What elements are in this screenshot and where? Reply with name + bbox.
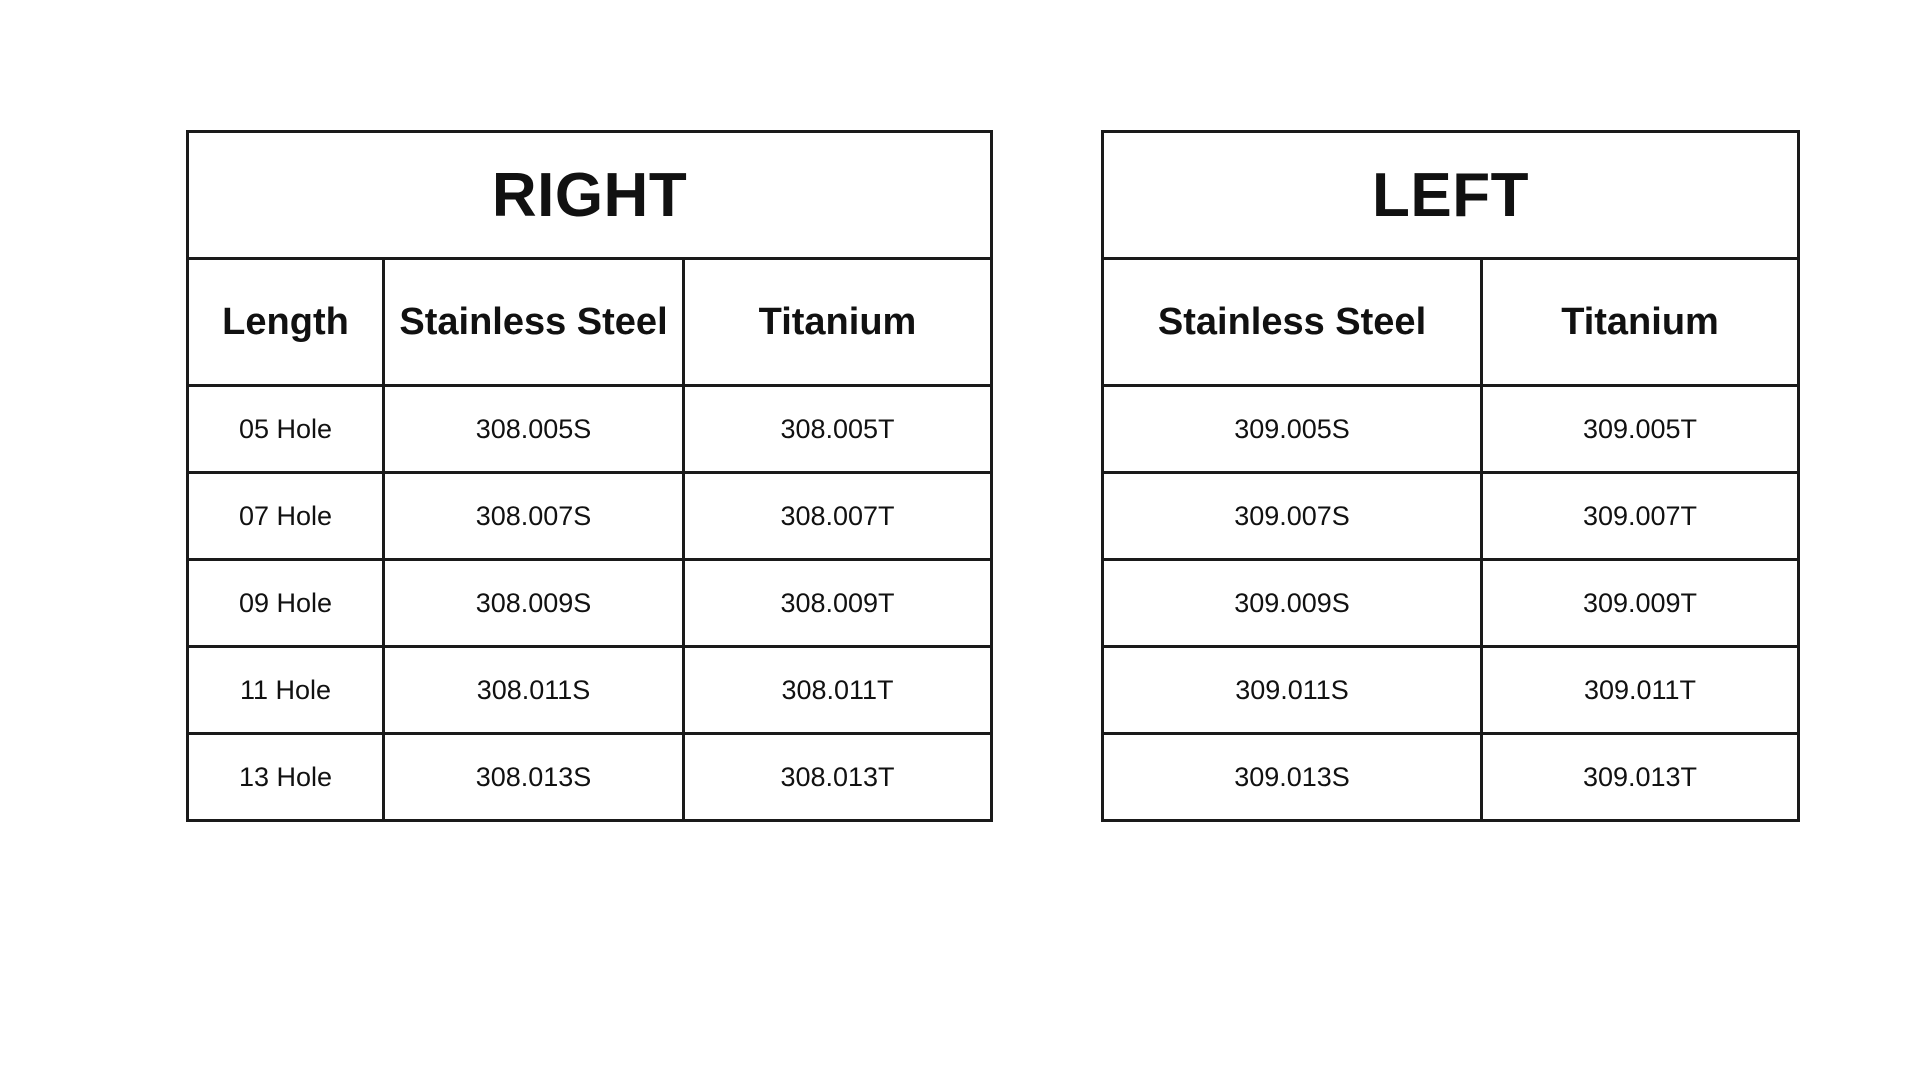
titanium-part-number: 308.005T — [684, 386, 992, 473]
stainless-steel-part-number: 308.009S — [384, 560, 684, 647]
stainless-steel-part-number: 309.007S — [1103, 473, 1482, 560]
titanium-part-number: 308.011T — [684, 647, 992, 734]
column-header-titanium: Titanium — [1482, 259, 1799, 386]
titanium-part-number: 309.007T — [1482, 473, 1799, 560]
table-row — [1103, 647, 1799, 734]
table-row — [188, 473, 992, 560]
right-part-table — [186, 130, 993, 822]
table-row — [1103, 560, 1799, 647]
stainless-steel-part-number: 309.009S — [1103, 560, 1482, 647]
stainless-steel-part-number: 308.005S — [384, 386, 684, 473]
length-cell: 13 Hole — [188, 734, 384, 821]
column-header-length: Length — [188, 259, 384, 386]
table-header-row — [188, 259, 992, 386]
length-cell: 07 Hole — [188, 473, 384, 560]
table-row — [188, 386, 992, 473]
table-title-row — [1103, 132, 1799, 259]
table-row — [188, 734, 992, 821]
length-cell: 05 Hole — [188, 386, 384, 473]
table-row — [1103, 386, 1799, 473]
table-title: RIGHT — [188, 132, 992, 259]
stainless-steel-part-number: 308.011S — [384, 647, 684, 734]
table-title: LEFT — [1103, 132, 1799, 259]
stainless-steel-part-number: 308.007S — [384, 473, 684, 560]
table-header-row — [1103, 259, 1799, 386]
table-row — [188, 647, 992, 734]
table-row — [1103, 734, 1799, 821]
column-header-stainless-steel: Stainless Steel — [1103, 259, 1482, 386]
left-part-table — [1101, 130, 1800, 822]
column-header-stainless-steel: Stainless Steel — [384, 259, 684, 386]
titanium-part-number: 309.005T — [1482, 386, 1799, 473]
stainless-steel-part-number: 309.005S — [1103, 386, 1482, 473]
table-title-row — [188, 132, 992, 259]
stainless-steel-part-number: 309.011S — [1103, 647, 1482, 734]
table-row — [188, 560, 992, 647]
titanium-part-number: 308.013T — [684, 734, 992, 821]
titanium-part-number: 308.009T — [684, 560, 992, 647]
column-header-titanium: Titanium — [684, 259, 992, 386]
stainless-steel-part-number: 309.013S — [1103, 734, 1482, 821]
length-cell: 09 Hole — [188, 560, 384, 647]
titanium-part-number: 309.013T — [1482, 734, 1799, 821]
titanium-part-number: 309.009T — [1482, 560, 1799, 647]
stainless-steel-part-number: 308.013S — [384, 734, 684, 821]
length-cell: 11 Hole — [188, 647, 384, 734]
table-row — [1103, 473, 1799, 560]
titanium-part-number: 308.007T — [684, 473, 992, 560]
titanium-part-number: 309.011T — [1482, 647, 1799, 734]
